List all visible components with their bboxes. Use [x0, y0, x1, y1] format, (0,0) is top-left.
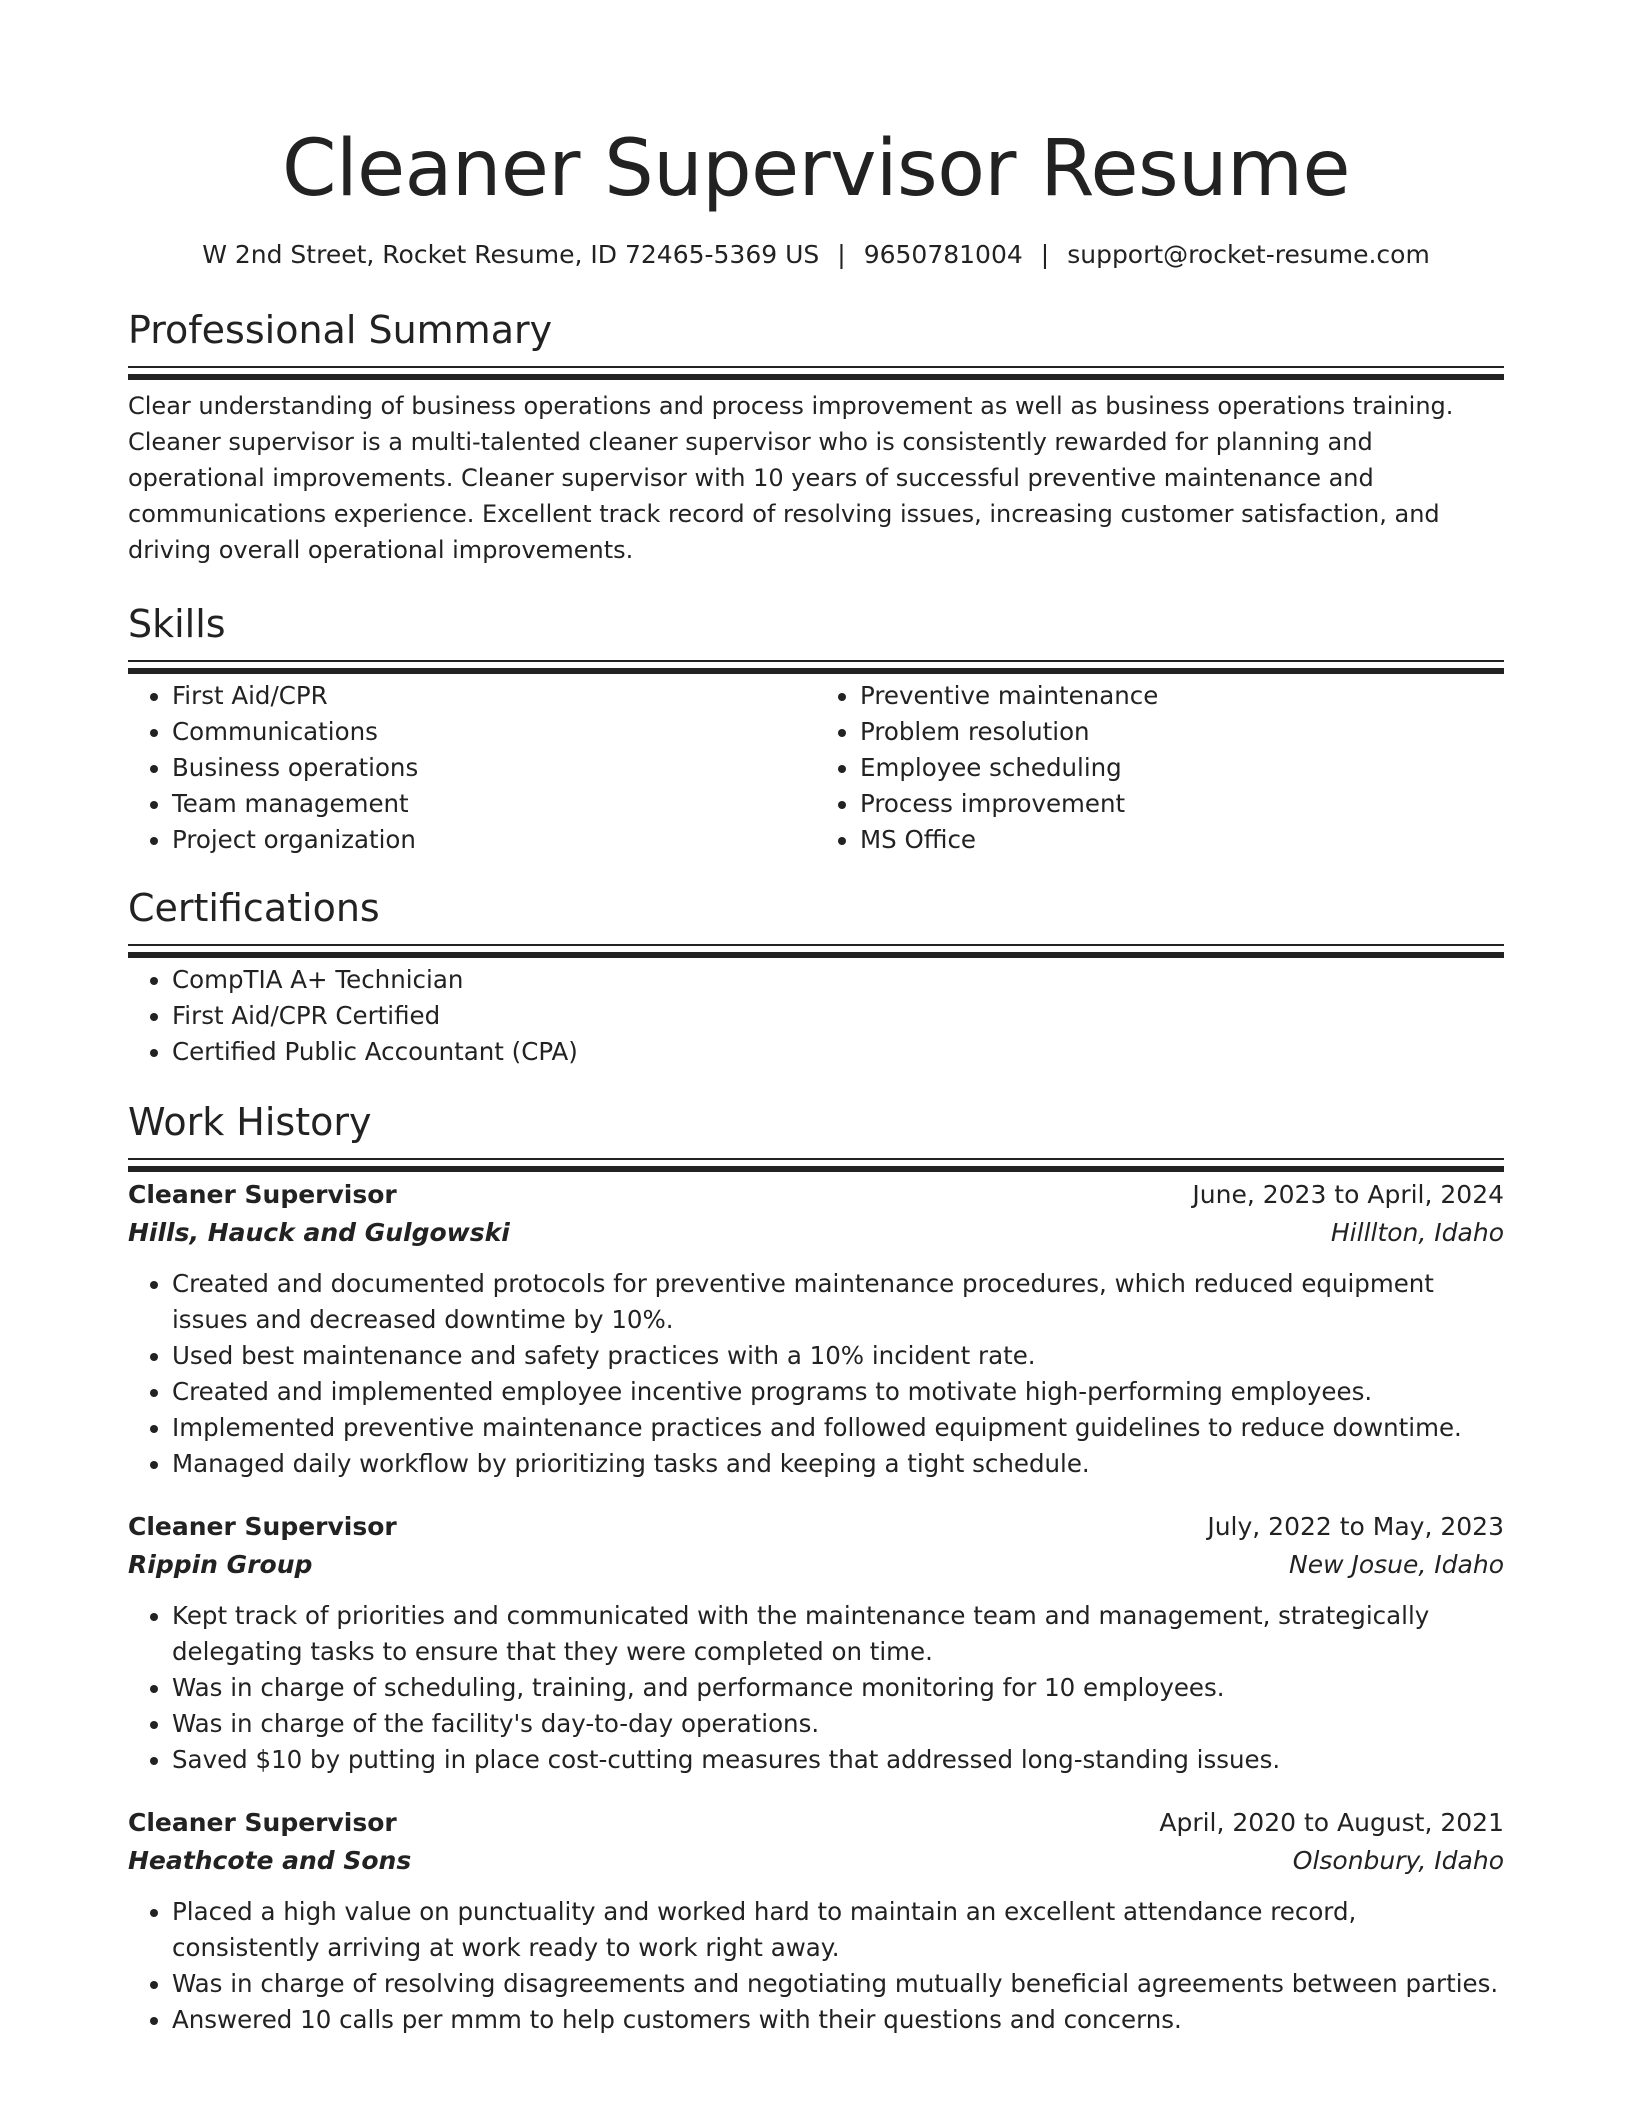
job-bullet: • Was in charge of scheduling, training, and performance monitoring for 10 employees.	[172, 1670, 1504, 1706]
job-company: Rippin Group	[128, 1550, 313, 1579]
job-bullets	[128, 1266, 1504, 1482]
section-divider	[128, 1158, 1504, 1160]
job-dates: July, 2022 to May, 2023	[1207, 1512, 1504, 1541]
skill-item: • Communications	[172, 714, 816, 750]
skill-item: • Team management	[172, 786, 816, 822]
contact-separator: |	[1040, 240, 1050, 269]
job-dates: April, 2020 to August, 2021	[1159, 1808, 1504, 1837]
job-title: Cleaner Supervisor	[128, 1512, 397, 1541]
job-bullet: • Managed daily workflow by prioritizing tasks and keeping a tight schedule.	[172, 1446, 1504, 1482]
job-bullets	[128, 1598, 1504, 1778]
section-divider	[128, 944, 1504, 946]
contact-address: W 2nd Street, Rocket Resume, ID 72465-5369 US	[202, 240, 820, 269]
job-bullet: • Placed a high value on punctuality and worked hard to maintain an excellent attendance record, consistently arriving at work ready to work right away.	[172, 1894, 1504, 1966]
contact-line	[128, 238, 1504, 272]
certification-item: • First Aid/CPR Certified	[172, 998, 1504, 1034]
skill-item: • Project organization	[172, 822, 816, 858]
job-bullet: • Created and implemented employee incentive programs to motivate high-performing employees.	[172, 1374, 1504, 1410]
skill-item: • Business operations	[172, 750, 816, 786]
job-location: New Josue, Idaho	[1289, 1550, 1504, 1579]
job-bullet: • Answered 10 calls per mmm to help customers with their questions and concerns.	[172, 2002, 1504, 2038]
summary-section	[128, 306, 1504, 568]
job-entry	[128, 1508, 1504, 1778]
contact-email: support@rocket-resume.com	[1067, 240, 1430, 269]
job-title: Cleaner Supervisor	[128, 1180, 397, 1209]
skills-grid	[128, 678, 1504, 858]
skills-section	[128, 600, 1504, 858]
job-location: Olsonbury, Idaho	[1292, 1846, 1504, 1875]
certifications-list	[128, 962, 1504, 1070]
skills-list-right	[816, 678, 1504, 858]
job-entry	[128, 1804, 1504, 2038]
job-header	[128, 1508, 1504, 1546]
work-history-heading: Work History	[128, 1100, 372, 1144]
job-subheader	[128, 1214, 1504, 1252]
skill-item: • MS Office	[860, 822, 1504, 858]
job-company: Hills, Hauck and Gulgowski	[128, 1218, 510, 1247]
skills-heading: Skills	[128, 602, 226, 646]
job-bullet: • Was in charge of the facility's day-to-day operations.	[172, 1706, 1504, 1742]
job-bullet: • Saved $10 by putting in place cost-cutting measures that addressed long-standing issues.	[172, 1742, 1504, 1778]
job-bullet: • Used best maintenance and safety practices with a 10% incident rate.	[172, 1338, 1504, 1374]
section-divider	[128, 366, 1504, 368]
summary-heading: Professional Summary	[128, 308, 553, 352]
skill-item: • Problem resolution	[860, 714, 1504, 750]
contact-separator: |	[837, 240, 846, 269]
certification-item: • CompTIA A+ Technician	[172, 962, 1504, 998]
job-bullet: • Kept track of priorities and communicated with the maintenance team and management, strategically delegating tasks to ensure that they were completed on time.	[172, 1598, 1504, 1670]
job-location: Hilllton, Idaho	[1330, 1218, 1504, 1247]
job-dates: June, 2023 to April, 2024	[1192, 1180, 1504, 1209]
job-header	[128, 1804, 1504, 1842]
work-history-section	[128, 1098, 1504, 2038]
job-entry	[128, 1176, 1504, 1482]
job-subheader	[128, 1546, 1504, 1584]
skill-item: • Employee scheduling	[860, 750, 1504, 786]
skill-item: • First Aid/CPR	[172, 678, 816, 714]
skills-list-left	[128, 678, 816, 858]
job-header	[128, 1176, 1504, 1214]
section-divider	[128, 660, 1504, 662]
certifications-heading: Certifications	[128, 886, 380, 930]
resume-page	[128, 0, 1504, 2038]
job-bullet: • Was in charge of resolving disagreements and negotiating mutually beneficial agreements between parties.	[172, 1966, 1504, 2002]
certifications-section	[128, 884, 1504, 1070]
skill-item: • Preventive maintenance	[860, 678, 1504, 714]
contact-phone: 9650781004	[863, 240, 1023, 269]
job-bullet: • Created and documented protocols for preventive maintenance procedures, which reduced equipment issues and decreased downtime by 10%.	[172, 1266, 1504, 1338]
certification-item: • Certified Public Accountant (CPA)	[172, 1034, 1504, 1070]
job-bullet: • Implemented preventive maintenance practices and followed equipment guidelines to reduce downtime.	[172, 1410, 1504, 1446]
job-subheader	[128, 1842, 1504, 1880]
job-title: Cleaner Supervisor	[128, 1808, 397, 1837]
job-company: Heathcote and Sons	[128, 1846, 412, 1875]
job-bullets	[128, 1894, 1504, 2038]
summary-text: Clear understanding of business operations and process improvement as well as business operations training. Cleaner supervisor is a multi-talented cleaner supervisor who is consistently rewarded for planning and operational improvements. Cleaner supervisor with 10 years of successful preventive maintenance and communications experience. Excellent track record of resolving issues, increasing customer satisfaction, and driving overall operational improvements.	[128, 392, 1454, 564]
resume-title: Cleaner Supervisor Resume	[282, 124, 1350, 214]
skill-item: • Process improvement	[860, 786, 1504, 822]
